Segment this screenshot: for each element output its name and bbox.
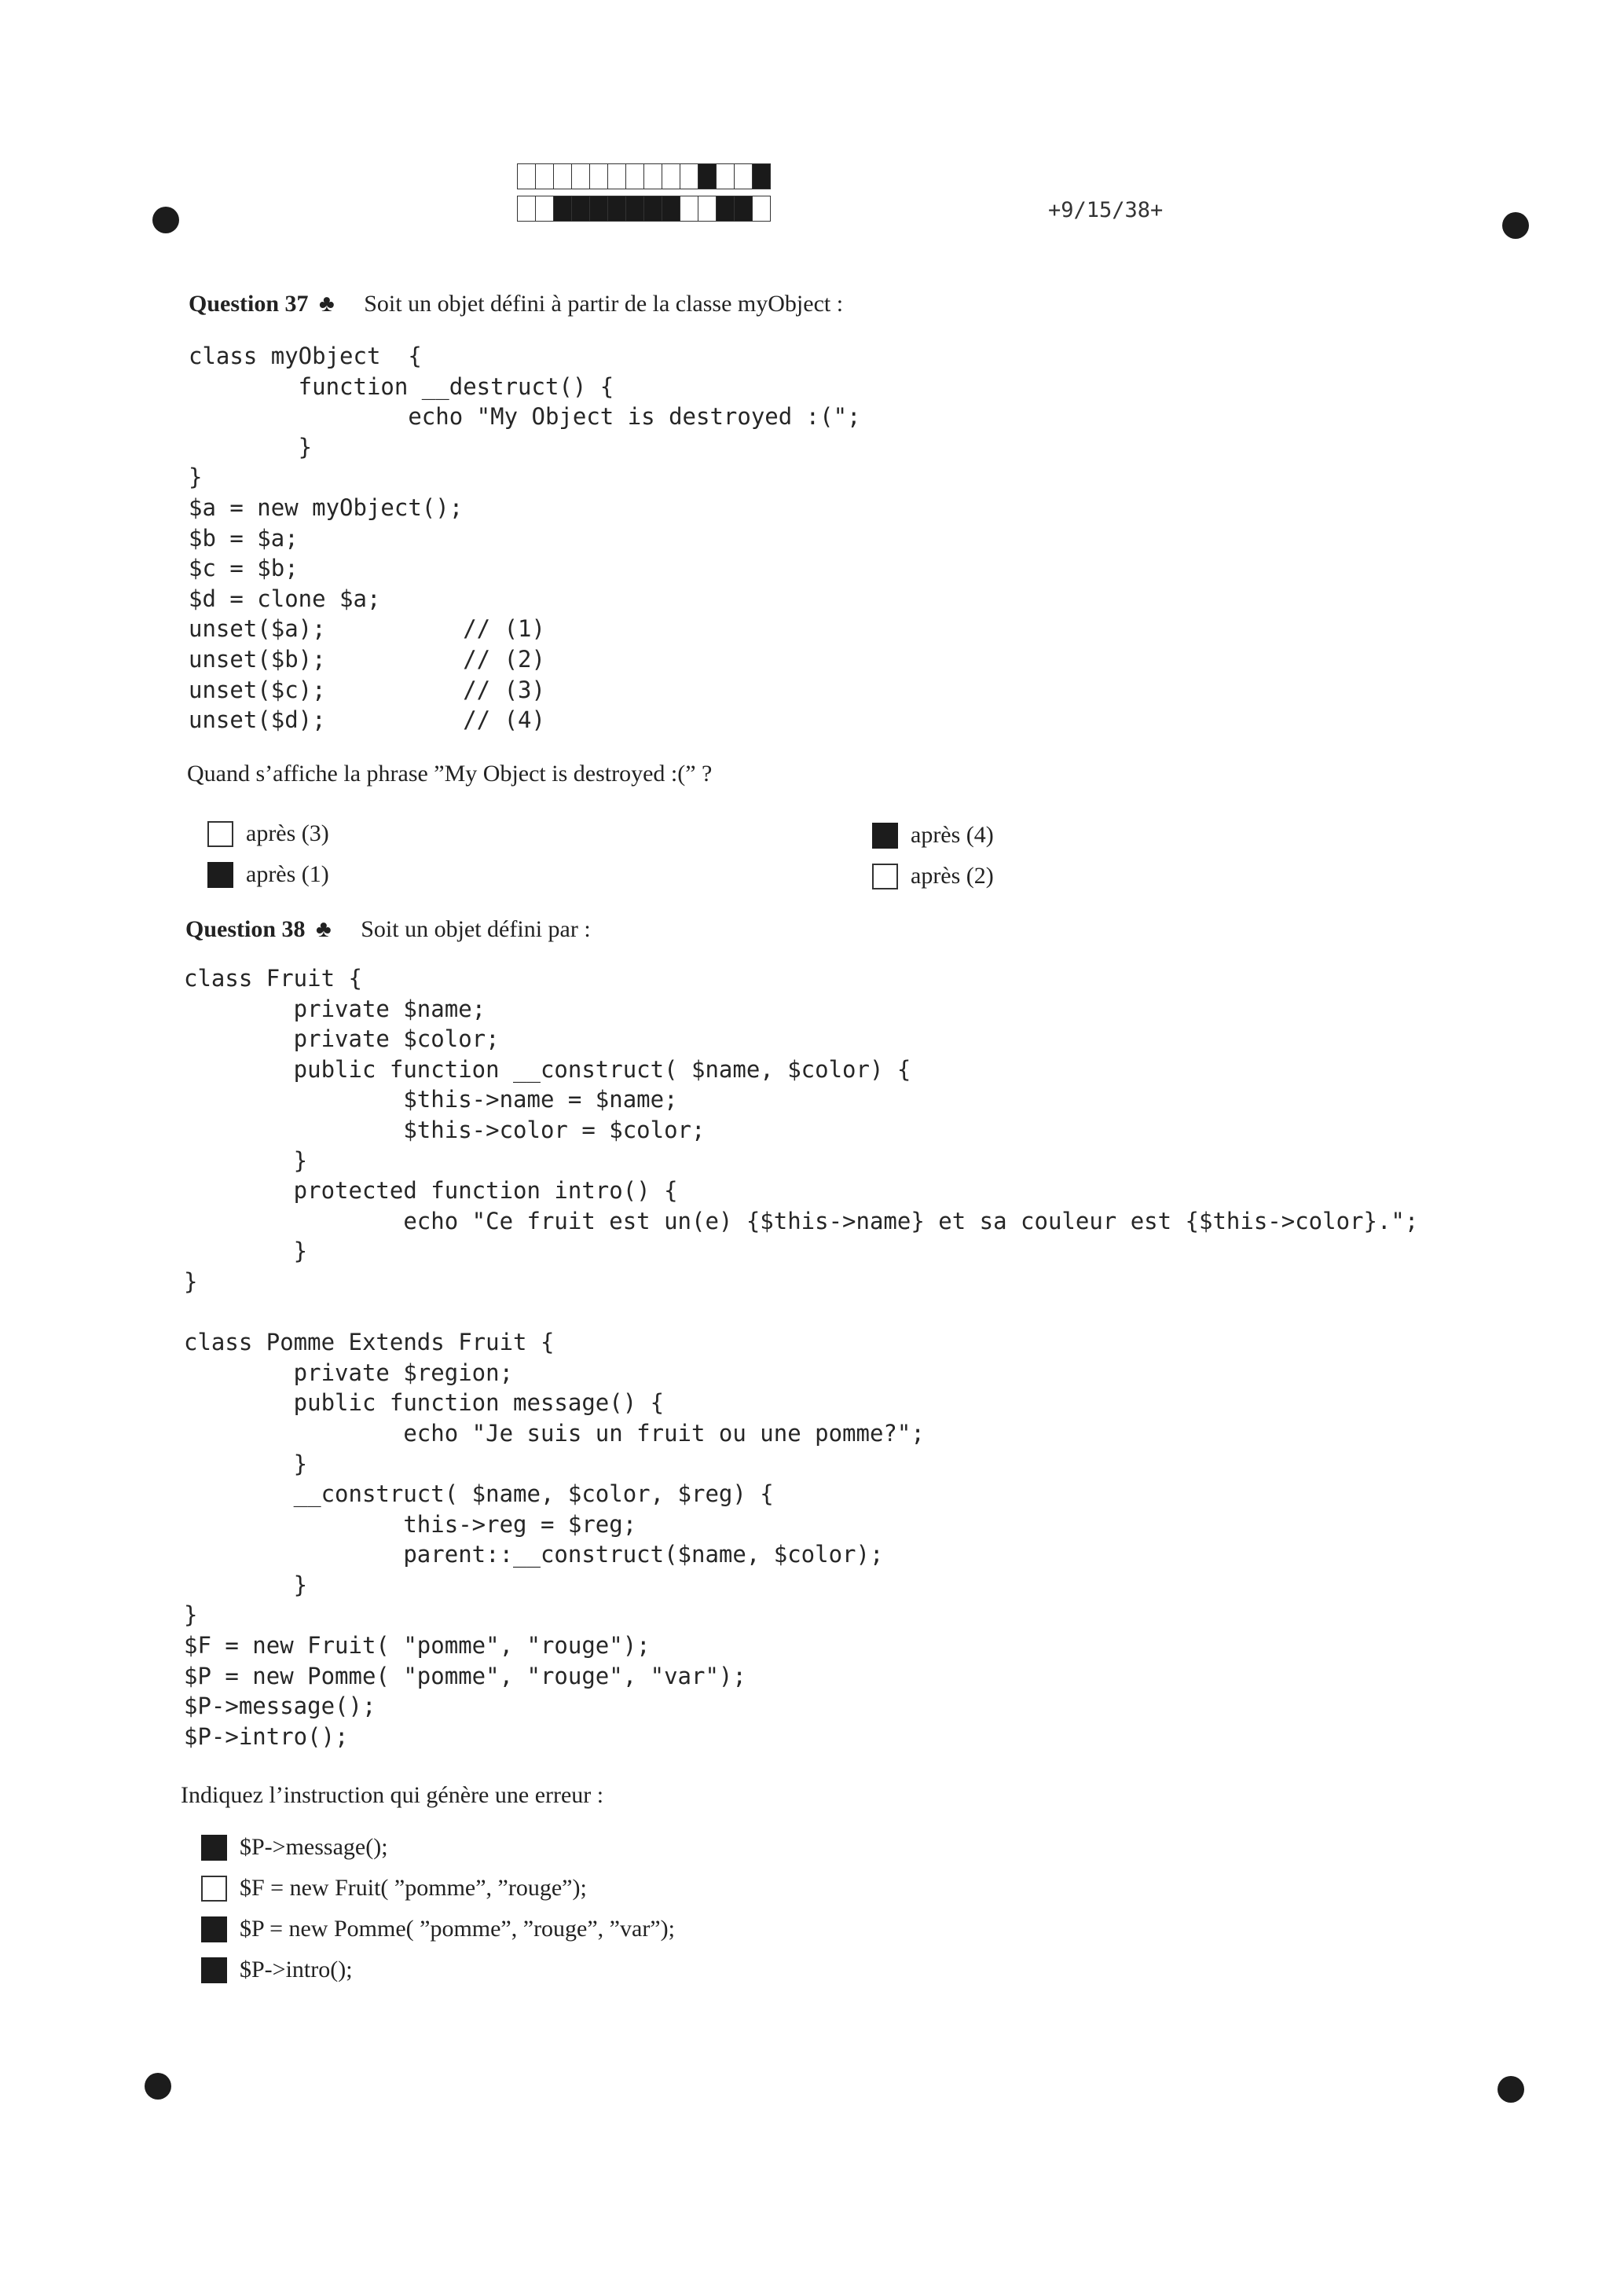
barcode-cell [608, 163, 626, 189]
checkbox[interactable] [207, 862, 233, 888]
q37-choice-apres-1[interactable] [207, 861, 329, 888]
q38-choice-new-fruit[interactable] [201, 1875, 587, 1902]
barcode-cell [644, 196, 662, 222]
registration-mark-top-left [152, 207, 179, 233]
barcode-cell [735, 163, 753, 189]
barcode-cell [698, 196, 717, 222]
checkbox[interactable] [201, 1916, 227, 1942]
barcode-cell [717, 163, 735, 189]
choice-label: $P = new Pomme( ”pomme”, ”rouge”, ”var”); [240, 1916, 675, 1942]
choice-label: après (4) [911, 822, 994, 848]
club-icon: ♣ [319, 291, 335, 317]
page-id: +9/15/38+ [1048, 198, 1164, 222]
barcode-cell [753, 196, 771, 222]
barcode-cell [735, 196, 753, 222]
barcode-cell [536, 163, 554, 189]
q38-choice-message[interactable] [201, 1834, 388, 1861]
page-barcode [517, 163, 771, 228]
checkbox[interactable] [872, 864, 898, 889]
checkbox[interactable] [201, 1835, 227, 1861]
registration-mark-bottom-left [145, 2073, 171, 2100]
choice-label: après (1) [246, 861, 329, 887]
choice-label: $P->intro(); [240, 1957, 353, 1982]
checkbox[interactable] [207, 821, 233, 847]
question-37-prompt: Quand s’affiche la phrase ”My Object is destroyed :(” ? [187, 761, 713, 787]
barcode-cell [590, 163, 608, 189]
barcode-row [517, 196, 771, 222]
barcode-cell [554, 163, 572, 189]
question-38-label: Question 38 [185, 916, 306, 942]
choice-label: après (3) [246, 820, 329, 846]
barcode-cell [717, 196, 735, 222]
barcode-cell [554, 196, 572, 222]
question-37-label: Question 37 [189, 291, 309, 317]
barcode-cell [517, 196, 536, 222]
barcode-cell [662, 196, 680, 222]
barcode-cell [753, 163, 771, 189]
q38-choice-new-pomme[interactable] [201, 1916, 675, 1942]
question-38-intro: Soit un objet défini par : [361, 916, 591, 942]
q37-choice-apres-4[interactable] [872, 822, 994, 849]
barcode-cell [536, 196, 554, 222]
barcode-cell [626, 163, 644, 189]
barcode-row [517, 163, 771, 189]
barcode-cell [608, 196, 626, 222]
barcode-cell [590, 196, 608, 222]
question-38-code: class Fruit { private $name; private $color; public function __construct( $name, $color) { $this->name = $name; $this->color = $color; } protected function intro() { echo "Ce fruit est un(e) {$this->name} et sa couleur est {$this->color}."; } } class Pomme Extends Fruit { private $region; public function message() { echo "Je suis un fruit ou une pomme?"; } __construct( $name, $color, $reg) { this->reg = $reg; parent::__construct($name, $color); } } $F = new Fruit( "pomme", "rouge"); $P = new Pomme( "pomme", "rouge", "var"); $P->message(); $P->intro(); [184, 965, 1419, 1750]
q37-choice-apres-3[interactable] [207, 820, 329, 847]
barcode-cell [698, 163, 717, 189]
barcode-cell [572, 163, 590, 189]
checkbox[interactable] [201, 1876, 227, 1902]
barcode-cell [626, 196, 644, 222]
barcode-cell [680, 196, 698, 222]
barcode-cell [572, 196, 590, 222]
question-37-intro: Soit un objet défini à partir de la classe myObject : [364, 291, 844, 317]
registration-mark-bottom-right [1498, 2076, 1524, 2103]
q37-choice-apres-2[interactable] [872, 863, 994, 889]
question-37-code: class myObject { function __destruct() { echo "My Object is destroyed :("; } } $a = new myObject(); $b = $a; $c = $b; $d = clone $a; unset($a); // (1) unset($b); // (2) unset($c); // (3) unset($d); // (4) [189, 343, 861, 734]
checkbox[interactable] [872, 823, 898, 849]
question-38-prompt: Indiquez l’instruction qui génère une erreur : [181, 1782, 604, 1808]
barcode-cell [644, 163, 662, 189]
question-37-header [189, 291, 843, 317]
choice-label: $P->message(); [240, 1834, 388, 1860]
barcode-cell [680, 163, 698, 189]
barcode-cell [517, 163, 536, 189]
checkbox[interactable] [201, 1957, 227, 1983]
choice-label: $F = new Fruit( ”pomme”, ”rouge”); [240, 1875, 587, 1901]
barcode-cell [662, 163, 680, 189]
question-38-header [185, 916, 591, 943]
q38-choice-intro[interactable] [201, 1957, 353, 1983]
club-icon: ♣ [316, 916, 332, 942]
choice-label: après (2) [911, 863, 994, 889]
registration-mark-top-right [1502, 212, 1529, 239]
